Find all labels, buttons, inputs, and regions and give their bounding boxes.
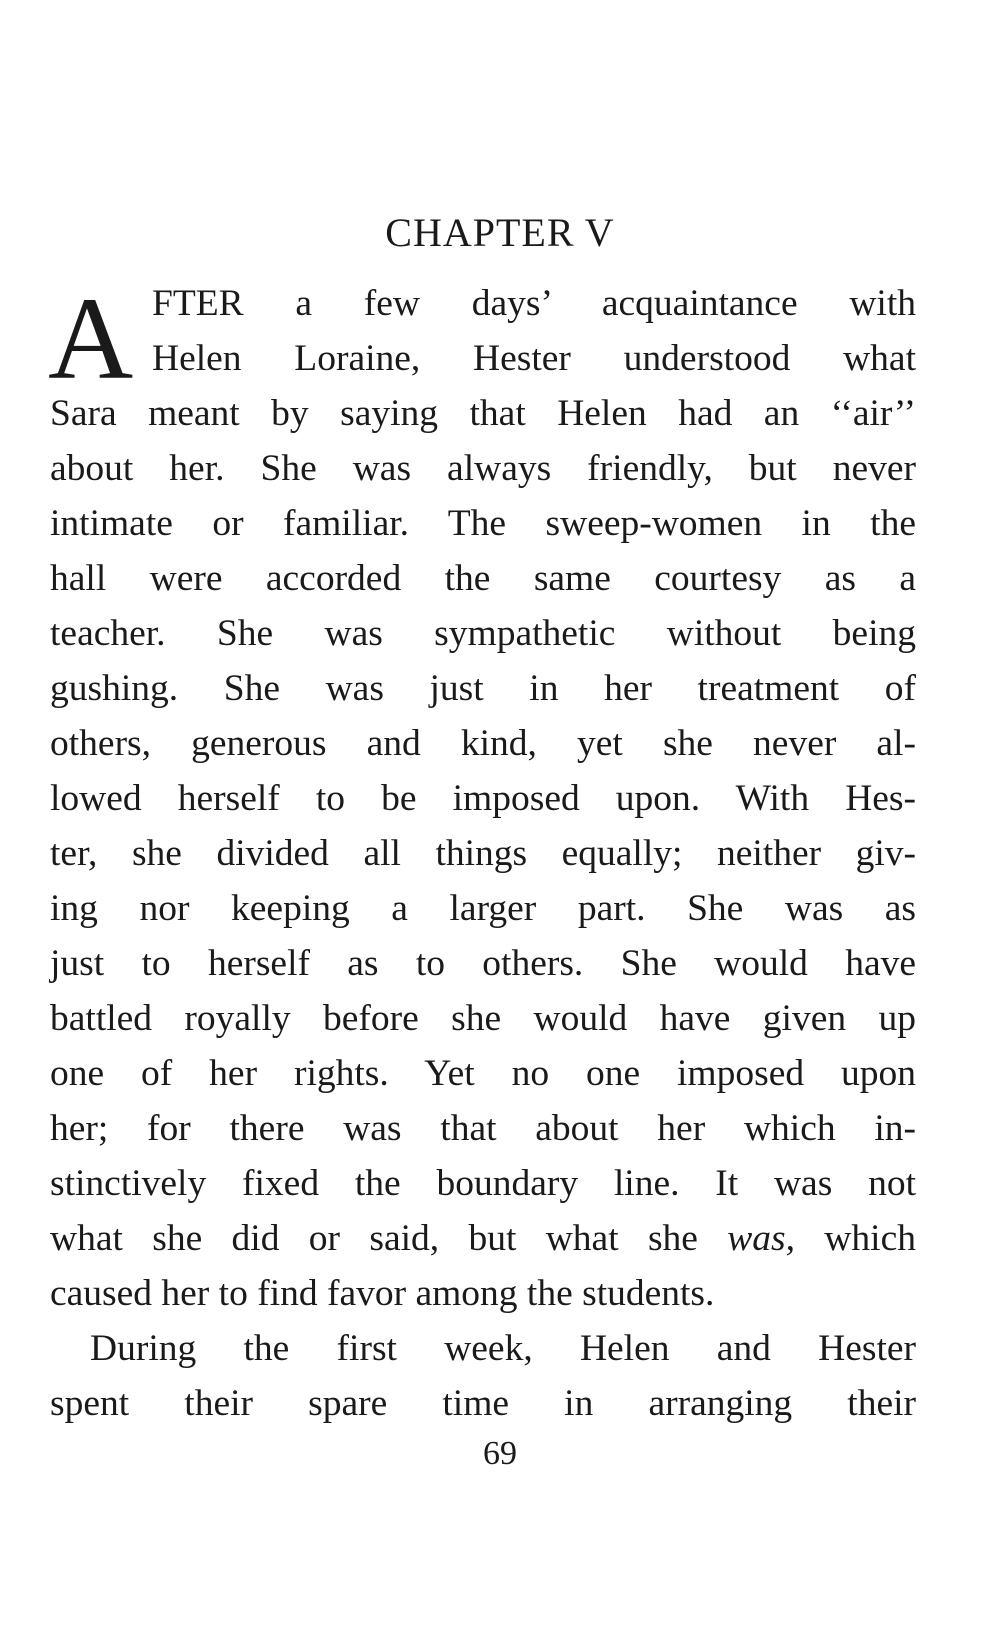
- text-line: Helen Loraine, Hester understood what: [152, 338, 916, 379]
- text-segment: which: [795, 1218, 916, 1259]
- text-line: her; for there was that about her which in-: [50, 1108, 916, 1149]
- text-line: gushing. She was just in her treatment of: [50, 668, 916, 709]
- text-line-with-italic: [50, 1211, 916, 1267]
- italic-word: was,: [727, 1218, 796, 1259]
- text-segment: what she did or said, but what she: [50, 1218, 728, 1259]
- text-line: Sara meant by saying that Helen had an ‘‘air’’: [50, 393, 916, 434]
- text-line: ing nor keeping a larger part. She was as: [50, 888, 916, 929]
- text-line: teacher. She was sympathetic without being: [50, 613, 916, 654]
- text-line: others, generous and kind, yet she never al-: [50, 723, 916, 764]
- text-line: ter, she divided all things equally; neither giv-: [50, 833, 916, 874]
- text-line: about her. She was always friendly, but never: [50, 448, 916, 489]
- text-line: hall were accorded the same courtesy as a: [50, 558, 916, 599]
- text-line: lowed herself to be imposed upon. With Hes-: [50, 778, 916, 819]
- text-line: FTER a few days’ acquaintance with: [152, 283, 916, 324]
- text-line: one of her rights. Yet no one imposed upon: [50, 1053, 916, 1094]
- text-line: intimate or familiar. The sweep-women in the: [50, 503, 916, 544]
- text-line: just to herself as to others. She would have: [50, 943, 916, 984]
- chapter-heading: CHAPTER V: [385, 210, 615, 255]
- text-line: caused her to find favor among the students.: [50, 1273, 715, 1314]
- text-line: battled royally before she would have given up: [50, 998, 916, 1039]
- text-line: spent their spare time in arranging their: [50, 1383, 916, 1424]
- text-line: During the first week, Helen and Hester: [90, 1328, 916, 1369]
- page-number: 69: [483, 1435, 517, 1472]
- text-line: stinctively fixed the boundary line. It was not: [50, 1163, 916, 1204]
- drop-cap: A: [48, 273, 134, 404]
